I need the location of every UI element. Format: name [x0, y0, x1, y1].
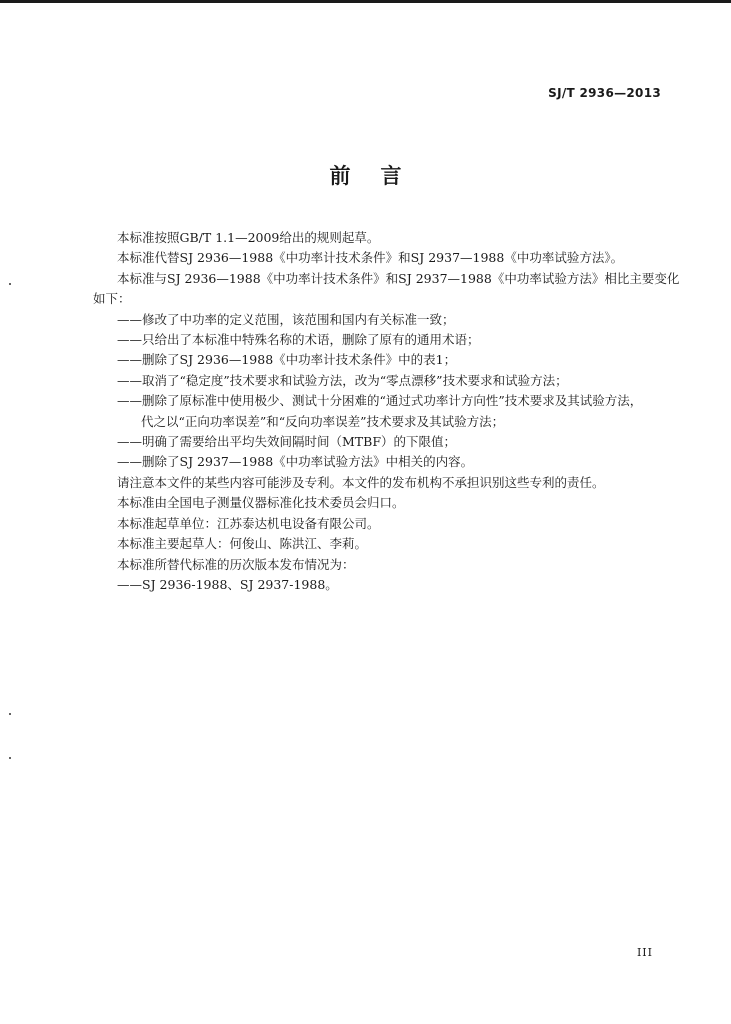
- change-item: ——修改了中功率的定义范围，该范围和国内有关标准一致；: [117, 311, 455, 327]
- change-item: ——删除了SJ 2937—1988《中功率试验方法》中相关的内容。: [117, 454, 474, 470]
- paragraph-replaces: 本标准代替SJ 2936—1988《中功率计技术条件》和SJ 2937—1988《中功率试验方法》。: [117, 250, 624, 266]
- foreword-body: [93, 228, 680, 595]
- paragraph-history: 本标准所替代标准的历次版本发布情况为：: [117, 556, 355, 572]
- scan-artifact: [9, 713, 11, 715]
- change-item: ——删除了原标准中使用极少、测试十分困难的“通过式功率计方向性”技术要求及其试验方法，: [117, 393, 643, 409]
- page-title: 前言: [329, 164, 432, 188]
- paragraph-drafters: 本标准主要起草人：何俊山、陈洪江、李莉。: [117, 536, 368, 552]
- change-item-cont: 代之以“正向功率误差”和“反向功率误差”技术要求及其试验方法；: [141, 413, 505, 429]
- paragraph-committee: 本标准由全国电子测量仪器标准化技术委员会归口。: [117, 495, 405, 511]
- change-item: ——删除了SJ 2936—1988《中功率计技术条件》中的表1；: [117, 352, 457, 368]
- change-item: ——明确了需要给出平均失效间隔时间（MTBF）的下限值；: [117, 434, 456, 450]
- history-item: ——SJ 2936-1988、SJ 2937-1988。: [117, 576, 338, 592]
- top-rule: [0, 0, 731, 3]
- change-item: ——取消了“稳定度”技术要求和试验方法，改为“零点漂移”技术要求和试验方法；: [117, 372, 568, 388]
- paragraph-drafting-unit: 本标准起草单位：江苏泰达机电设备有限公司。: [117, 515, 380, 531]
- paragraph-changes-intro-cont: 如下：: [93, 291, 131, 307]
- page-number: III: [636, 946, 653, 959]
- change-item: ——只给出了本标准中特殊名称的术语，删除了原有的通用术语；: [117, 332, 480, 348]
- paragraph-changes-intro: 本标准与SJ 2936—1988《中功率计技术条件》和SJ 2937—1988《中功率试验方法》相比主要变化: [117, 270, 680, 286]
- scan-artifact: [9, 757, 11, 759]
- paragraph-drafting-rules: 本标准按照GB/T 1.1—2009给出的规则起草。: [117, 230, 380, 245]
- document-code: SJ/T 2936—2013: [548, 86, 661, 100]
- paragraph-patent-notice: 请注意本文件的某些内容可能涉及专利。本文件的发布机构不承担识别这些专利的责任。: [117, 474, 605, 490]
- scan-artifact: [9, 283, 11, 285]
